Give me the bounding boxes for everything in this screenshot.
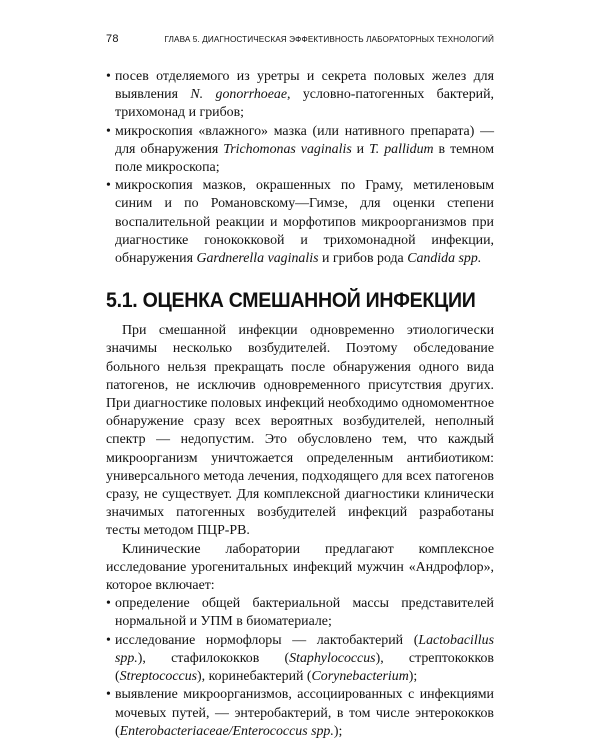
text-span: в темном поле микроскопа; [115, 141, 494, 176]
list-item [106, 123, 494, 178]
page-number: 78 [106, 33, 119, 45]
list-item [106, 686, 494, 741]
text-span: ), стрептококков ( [115, 650, 494, 685]
italic-term: Lactobacillus spp. [115, 632, 494, 666]
paragraph: При смешанной инфекции одновременно этиологически значимы несколько возбудителей. Поэтому обследование больного нельзя прекращать после обнаружения одного вида патогенов, не исключив одновременного присутствия других. При диагностике половых инфекций необходимо одномоментное обнаружение сразу всех вероятных возбудителей, неполный спектр — недопустим. Это обусловлено тем, что каждый микроорганизм уничтожается определенным антибиотиком: универсального метода лечения, подходящего для всех патогенов сразу, не существует. Для комплексной диагностики клинически значимых патогенных возбудителей инфекций разработаны тесты методом ПЦР-РВ. [106, 323, 494, 539]
text-span: и [351, 141, 370, 157]
text-span: микроскопия «влажного» мазка (или нативного препарата) — для обнаружения [115, 123, 494, 157]
list-item [106, 595, 494, 631]
bullet-icon: • [106, 687, 111, 703]
text-span: исследование нормофлоры — лактобактерий ( [115, 632, 419, 648]
text-span: ); [408, 669, 418, 685]
text-span: определение общей бактериальной массы представителей нормальной и УПМ в биоматериале; [115, 596, 494, 630]
list-item [106, 177, 494, 268]
text-span: микроскопия мазков, окрашенных по Граму, метиленовым синим и по Романовскому—Гимзе, для оценки степени воспалительной реакции и морфотипов микроорганизмов при диагностике гонококковой и трихомонадной инфекции, обнаружения [115, 178, 494, 267]
running-head [106, 33, 494, 51]
bullet-icon: • [106, 123, 111, 139]
paragraph: Клинические лаборатории предлагают комплексное исследование урогенитальных инфекций мужчин «Андрофлор», которое включает: [106, 541, 494, 594]
italic-term: T. pallidum [369, 141, 434, 157]
text-span: ), стафилококков ( [137, 650, 290, 666]
section-heading: 5.1. ОЦЕНКА СМЕШАННОЙ ИНФЕКЦИИ [106, 289, 476, 313]
italic-term: Gardnerella vaginalis [196, 251, 319, 267]
list-item [106, 68, 494, 123]
text-span: ); [333, 723, 343, 739]
bullet-icon: • [106, 632, 111, 648]
page [106, 33, 494, 741]
bullet-icon: • [106, 596, 111, 612]
italic-term: N. gonorrhoeae [190, 87, 288, 103]
top-bullet-list [106, 68, 494, 268]
italic-term: Enterobacteriaceae/Enterococcus spp. [119, 723, 334, 739]
text-span: , условно-патогенных бактерий, трихомонад и грибов; [115, 87, 495, 121]
bottom-bullet-list [106, 595, 494, 741]
italic-term: Trichomonas vaginalis [223, 141, 352, 157]
italic-term: Staphylococcus [289, 650, 376, 666]
bullet-icon: • [106, 69, 111, 84]
text-span: ), коринебактерий ( [197, 669, 312, 685]
text-span: и грибов рода [318, 251, 408, 267]
text-span: выявление микроорганизмов, ассоциированных с инфекциями мочевых путей, — энтеробактерий, в том числе энтерококков ( [115, 687, 494, 739]
bullet-icon: • [106, 178, 111, 194]
list-item [106, 632, 494, 687]
text-span: посев отделяемого из уретры и секрета половых желез для выявления [115, 69, 494, 103]
italic-term: Candida spp. [407, 251, 482, 267]
italic-term: Streptococcus [119, 669, 198, 685]
chapter-title: ГЛАВА 5. ДИАГНОСТИЧЕСКАЯ ЭФФЕКТИВНОСТЬ ЛАБОРАТОРНЫХ ТЕХНОЛОГИЙ [164, 35, 494, 44]
italic-term: Corynebacterium [311, 669, 409, 685]
